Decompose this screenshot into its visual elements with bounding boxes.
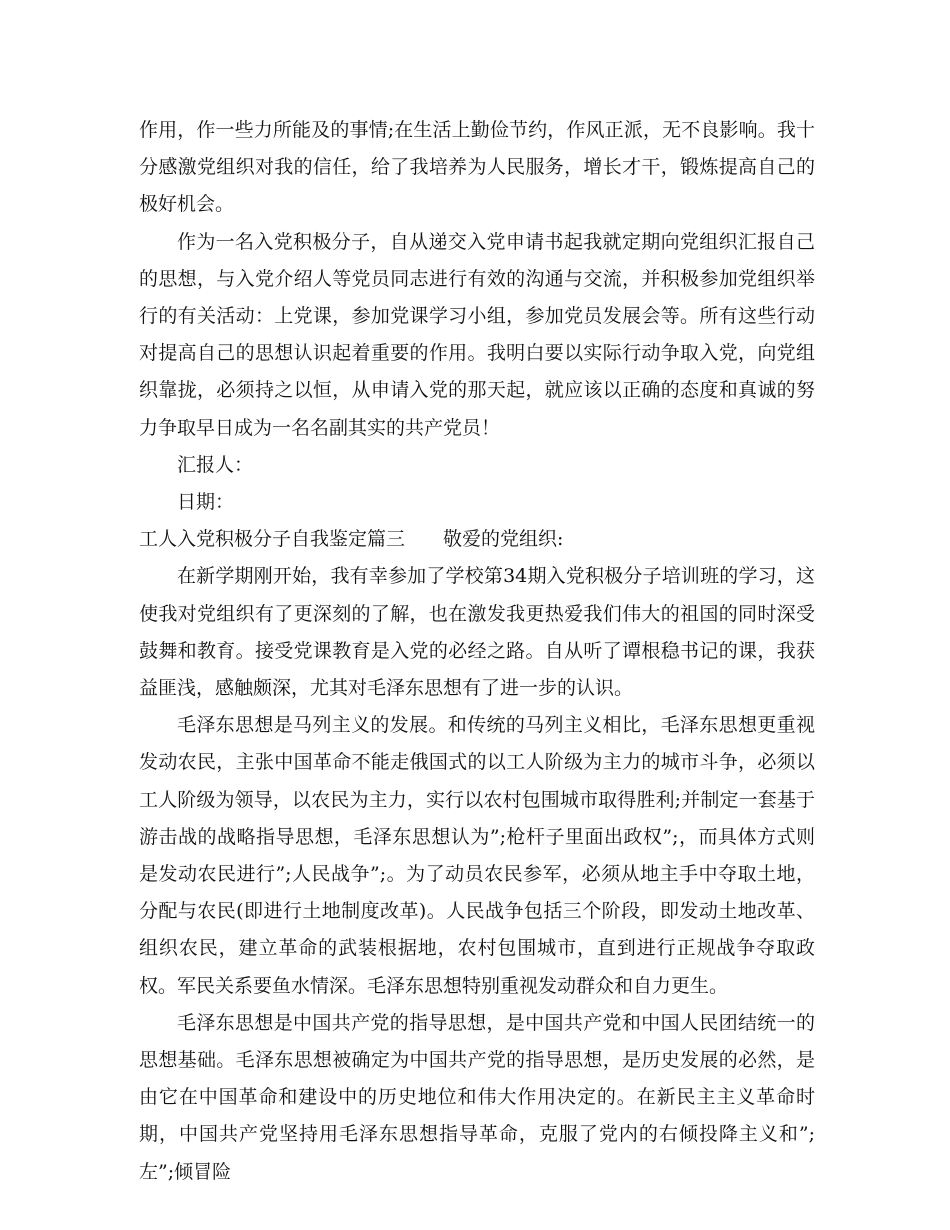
date-label: 日期： xyxy=(177,491,235,514)
paragraph-8: 毛泽东思想是中国共产党的指导思想，是中国共产党和中国人民团结统一的思想基础。毛泽东思想被确定为中国共产党的指导思想，是历史发展的必然，是由它在中国革命和建设中的历史地位和伟大作用决定的。在新民主主义革命时期，中国共产党坚持用毛泽东思想指导革命，克服了党内的右倾投降主义和”;左”;倾冒险 xyxy=(139,1011,815,1183)
paragraph-2: 作为一名入党积极分子，自从递交入党申请书起我就定期向党组织汇报自己的思想，与入党介绍人等党员同志进行有效的沟通与交流，并积极参加党组织举行的有关活动：上党课，参加党课学习小组，参加党员发展会等。所有这些行动对提高自己的思想认识起着重要的作用。我明白要以实际行动争取入党，向党组织靠拢，必须持之以恒，从申请入党的那天起，就应该以正确的态度和真诚的努力争取早日成为一名名副其实的共产党员！ xyxy=(139,230,815,439)
paragraph-6: 在新学期刚开始，我有幸参加了学校第34期入党积极分子培训班的学习，这使我对党组织有了更深刻的了解，也在激发我更热爱我们伟大的祖国的同时深受鼓舞和教育。接受党课教育是入党的必经之路。自从听了谭根稳书记的课，我获益匪浅，感触颇深，尤其对毛泽东思想有了进一步的认识。 xyxy=(139,565,815,700)
section-title: 工人入党积极分子自我鉴定篇三 xyxy=(139,528,406,551)
section-heading xyxy=(139,521,815,558)
salutation: 敬爱的党组织: xyxy=(443,528,564,551)
paragraph-7: 毛泽东思想是马列主义的发展。和传统的马列主义相比，毛泽东思想更重视发动农民，主张中国革命不能走俄国式的以工人阶级为主力的城市斗争，必须以工人阶级为领导，以农民为主力，实行以农村包围城市取得胜利;并制定一套基于游击战的战略指导思想，毛泽东思想认为”;枪杆子里面出政权”;，而具体方式则是发动农民进行”;人民战争”;。为了动员农民参军，必须从地主手中夺取土地，分配与农民(即进行土地制度改革)。人民战争包括三个阶段，即发动土地改革、组织农民，建立革命的武装根据地，农村包围城市，直到进行正规战争夺取政权。军民关系要鱼水情深。毛泽东思想特别重视发动群众和自力更生。 xyxy=(139,714,815,997)
paragraph-1: 作用，作一些力所能及的事情;在生活上勤俭节约，作风正派，无不良影响。我十分感激党组织对我的信任，给了我培养为人民服务，增长才干，锻炼提高自己的极好机会。 xyxy=(139,119,815,216)
reporter-label: 汇报人： xyxy=(177,453,254,476)
document-body xyxy=(139,112,815,1191)
